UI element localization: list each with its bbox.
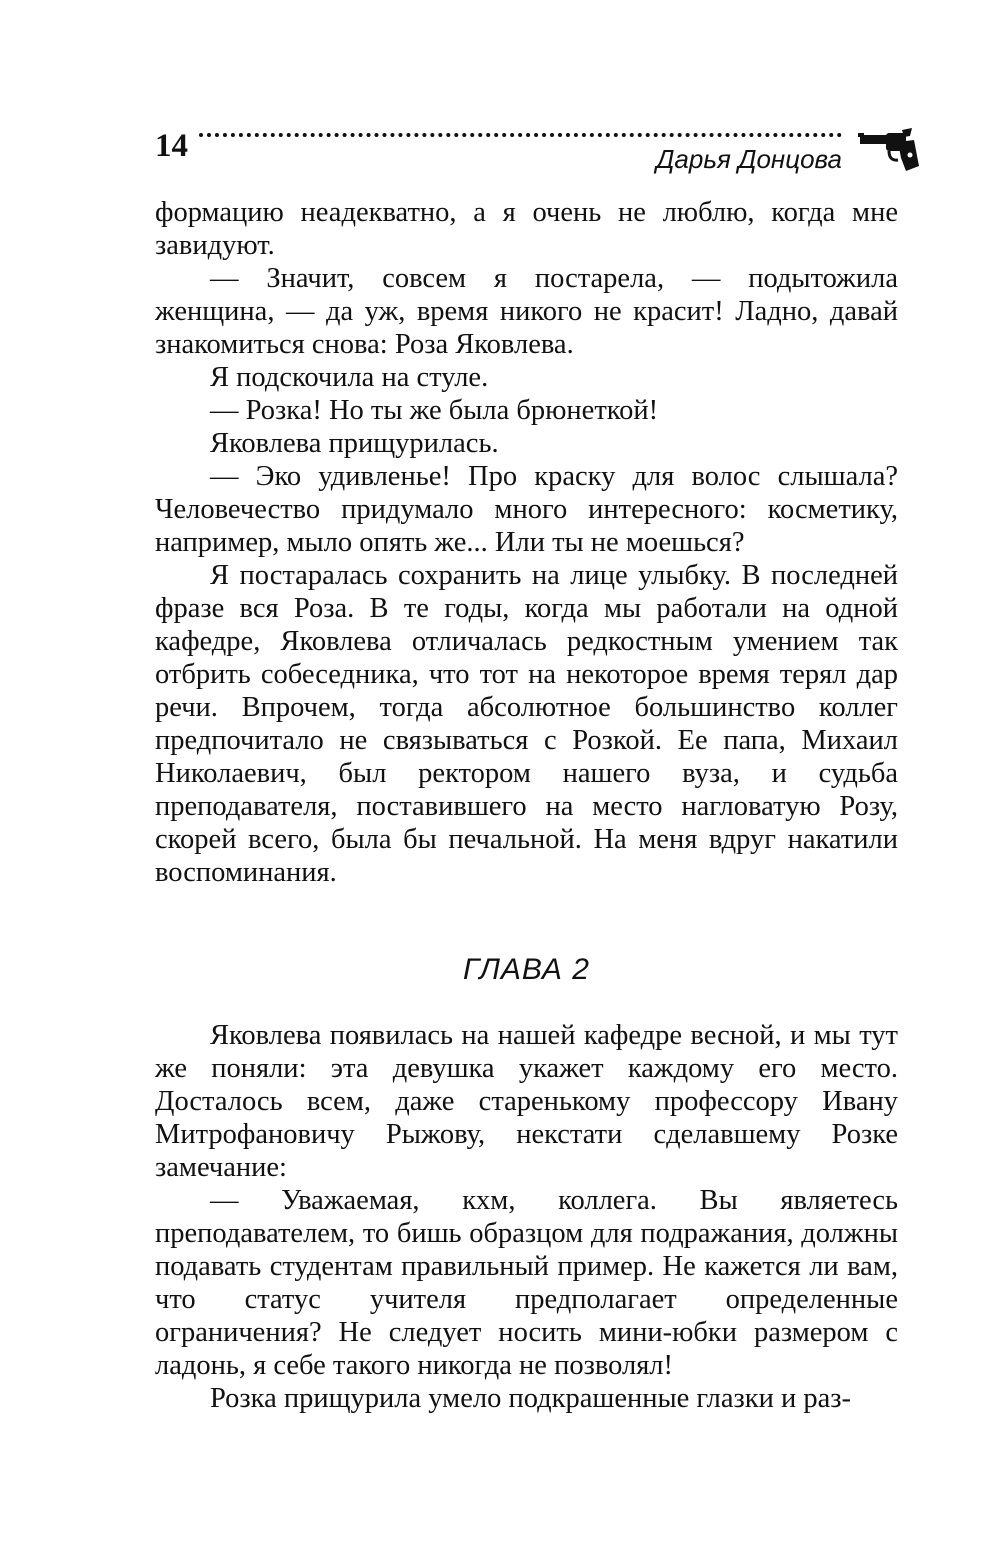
- paragraph: — Уважаемая, кхм, коллега. Вы являетесь преподавателем, то бишь образцом для подражания, должны подавать студентам правильный пример. Не кажется ли вам, что статус учителя предполагает определенные ограничения? Не следует носить мини-юбки размером с ладонь, я себе такого никогда не позволял!: [155, 1185, 898, 1381]
- running-head-author: Дарья Донцова: [656, 144, 842, 174]
- page-header: [155, 118, 920, 178]
- body-text-bottom: [155, 1019, 898, 1415]
- header-dotted-rule: [199, 133, 842, 137]
- paragraph: Яковлева прищурилась.: [210, 428, 499, 459]
- paragraph: формацию неадекватно, а я очень не люблю, когда мне завидуют.: [155, 197, 898, 261]
- paragraph: Яковлева появилась на нашей кафедре весной, и мы тут же поняли: эта девушка укажет каждому его место. Досталось всем, даже старенькому профессору Ивану Митрофановичу Рыжову, некстати сделавшему Розке замечание:: [155, 1020, 898, 1183]
- chapter-title: ГЛАВА 2: [463, 953, 590, 986]
- revolver-icon: [858, 128, 920, 172]
- paragraph: — Значит, совсем я постарела, — подытожила женщина, — да уж, время никого не красит! Ладно, давай знакомиться снова: Роза Яковлева.: [155, 263, 898, 360]
- paragraph: — Эко удивленье! Про краску для волос слышала? Человечество придумало много интересного: косметику, например, мыло опять же... Или ты не моешься?: [155, 461, 898, 558]
- paragraph: — Розка! Но ты же была брюнеткой!: [210, 395, 659, 426]
- paragraph: Розка прищурила умело подкрашенные глазки и раз-: [210, 1383, 852, 1414]
- page-number: 14: [155, 128, 188, 164]
- paragraph: Я подскочила на стуле.: [210, 362, 489, 393]
- paragraph: Я постаралась сохранить на лице улыбку. В последней фразе вся Роза. В те годы, когда мы работали на одной кафедре, Яковлева отличалась редкостным умением так отбрить собеседника, что тот на некоторое время терял дар речи. Впрочем, тогда абсолютное большинство коллег предпочитало не связываться с Розкой. Ее папа, Михаил Николаевич, был ректором нашего вуза, и судьба преподавателя, поставившего на место нагловатую Розу, скорей всего, была бы печальной. На меня вдруг накатили воспоминания.: [155, 560, 898, 888]
- body-text-top: [155, 196, 898, 889]
